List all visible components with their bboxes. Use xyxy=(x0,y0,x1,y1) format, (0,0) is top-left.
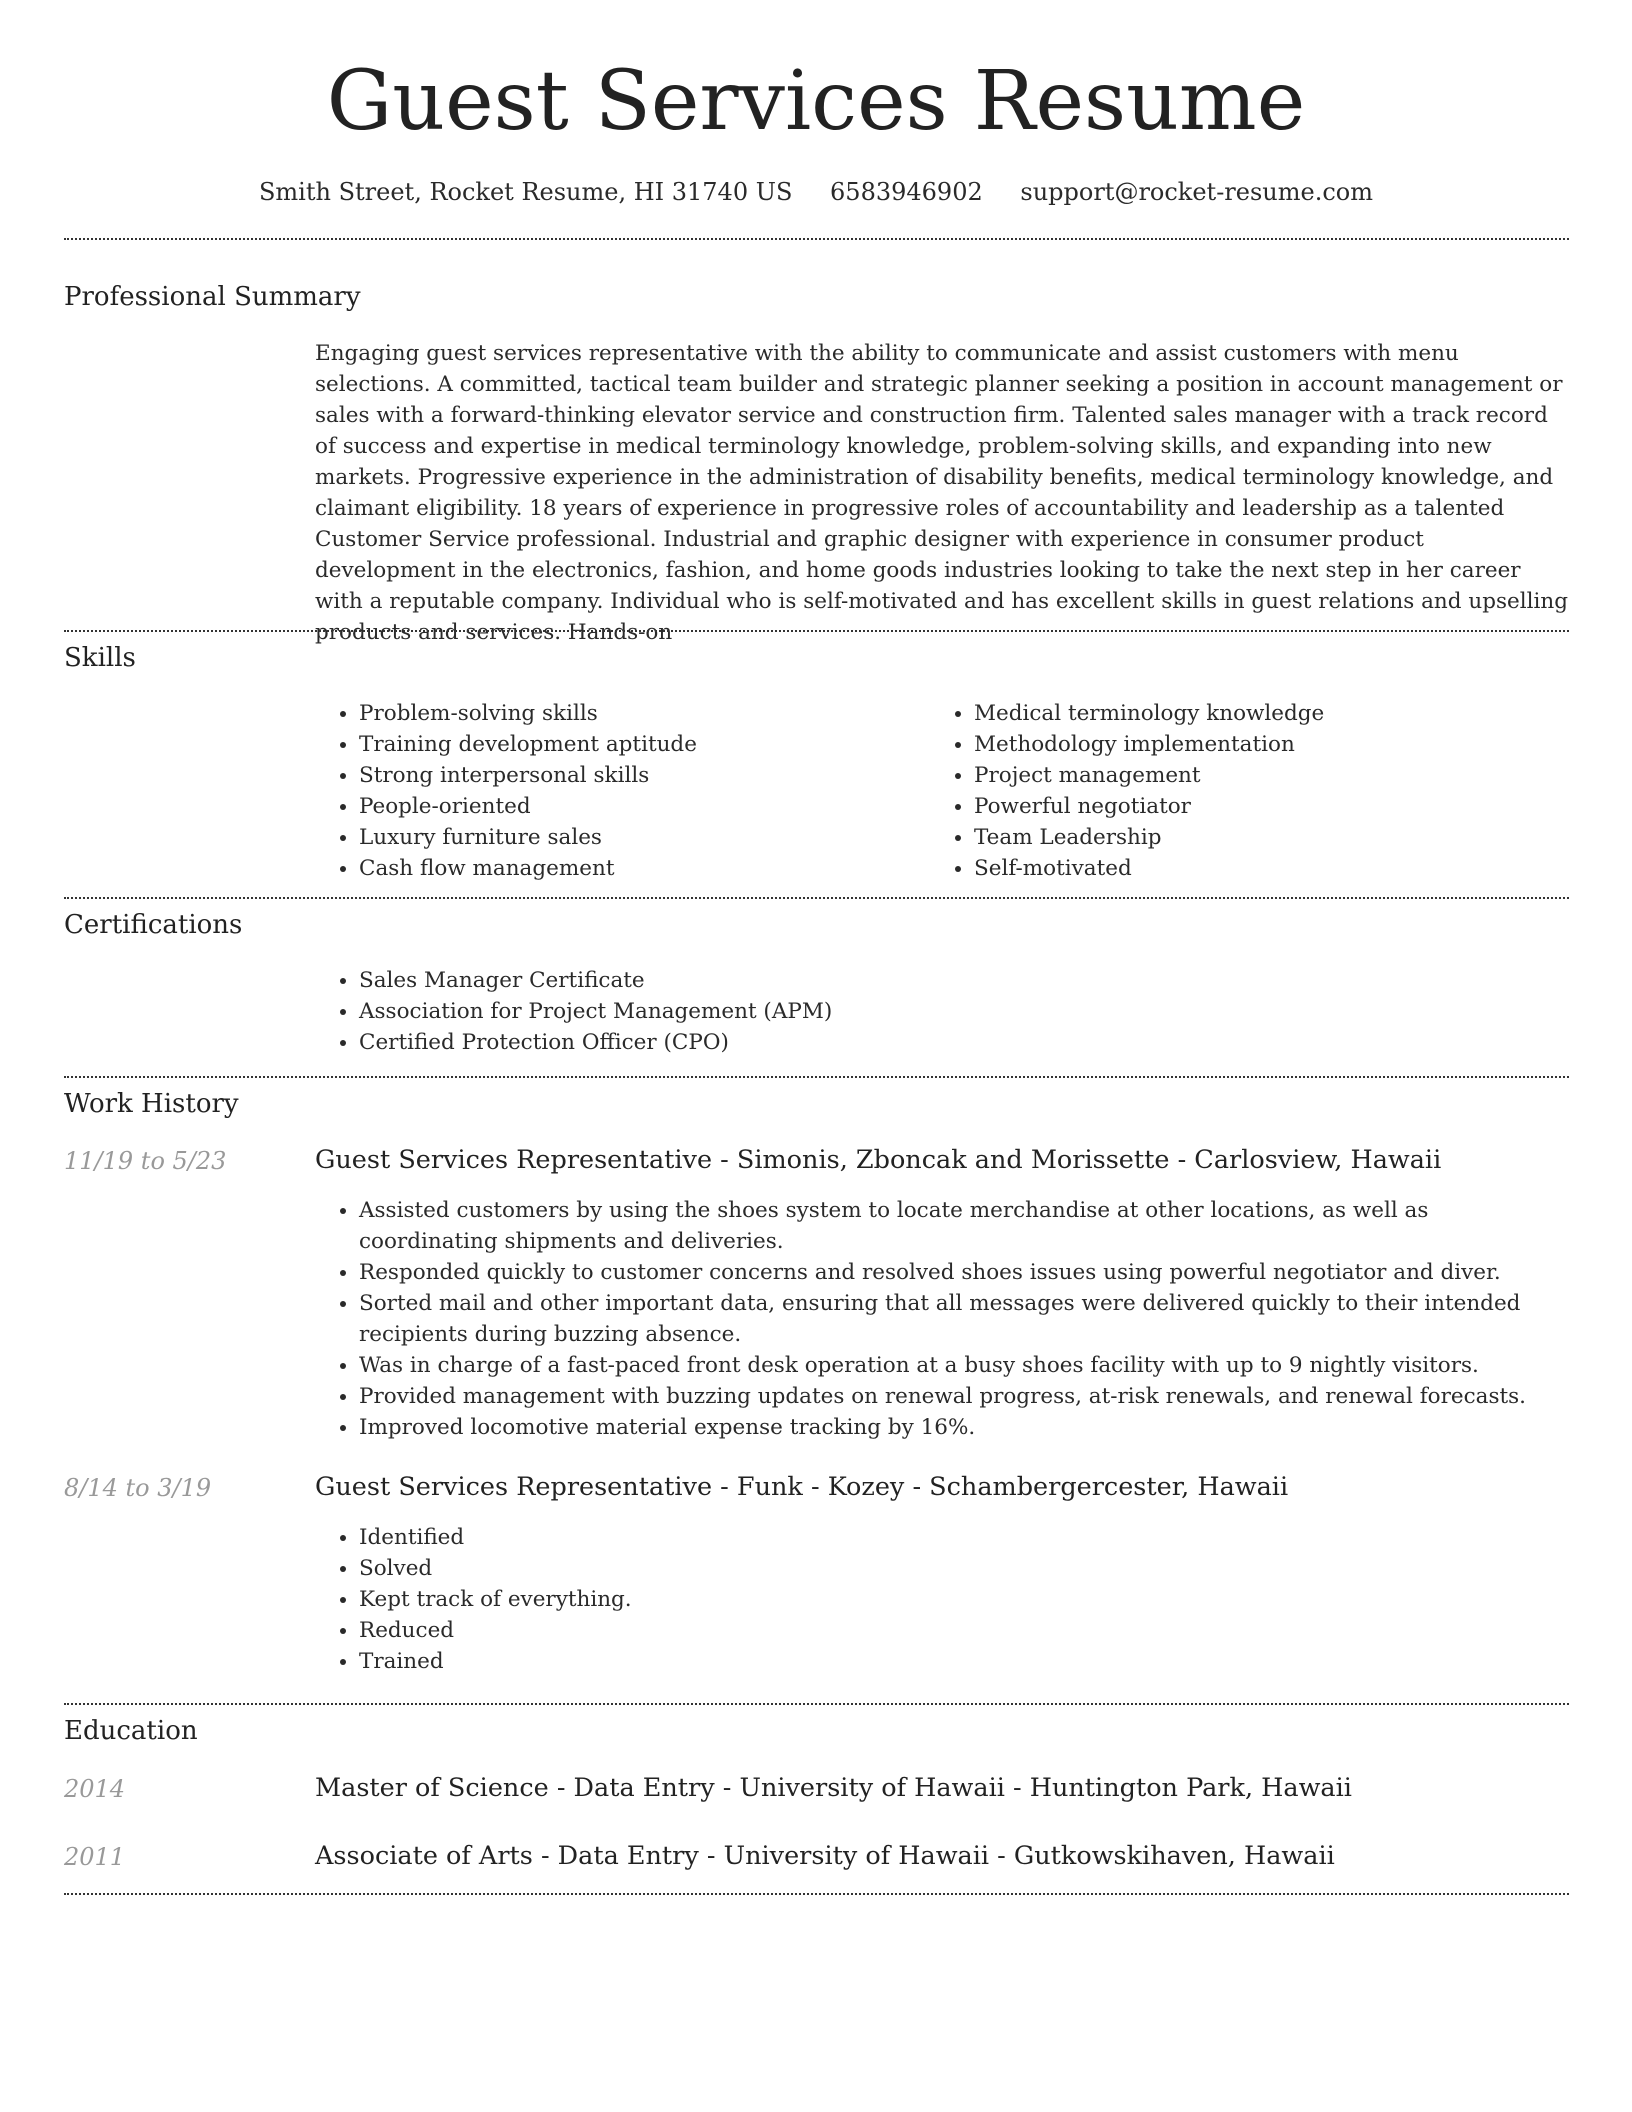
skill-item: • Powerful negotiator xyxy=(974,791,1545,822)
section-divider xyxy=(64,1893,1569,1895)
job-title: Guest Services Representative - Funk - Kozey - Schambergercester, Hawaii xyxy=(315,1472,1289,1502)
contact-address: Smith Street, Rocket Resume, HI 31740 US xyxy=(258,178,793,206)
section-title-certifications: Certifications xyxy=(64,910,243,940)
contact-line xyxy=(0,178,1632,206)
summary-text: Engaging guest services representative with the ability to communicate and assist customers with menu selections. A committed, tactical team builder and strategic planner seeking a position in account management or sales with a forward-thinking elevator service and construction firm. Talented sales manager with a track record of success and expertise in medical terminology knowledge, problem-solving skills, and expanding into new markets. Progressive experience in the administration of disability benefits, medical terminology knowledge, and claimant eligibility. 18 years of experience in progressive roles of accountability and leadership as a talented Customer Service professional. Industrial and graphic designer with experience in consumer product development in the electronics, fashion, and home goods industries looking to take the next step in her career with a reputable company. Individual who is self-motivated and has excellent skills in guest relations and upselling products and services. Hands-on xyxy=(315,341,1568,645)
job-bullet: • Trained xyxy=(359,1646,1570,1677)
certification-item: • Certified Protection Officer (CPO) xyxy=(359,1027,1570,1058)
education-degree: Master of Science - Data Entry - University of Hawaii - Huntington Park, Hawaii xyxy=(315,1773,1352,1803)
section-title-work-history: Work History xyxy=(64,1089,239,1119)
job-dates: 8/14 to 3/19 xyxy=(64,1474,212,1502)
skill-item: • People-oriented xyxy=(359,791,930,822)
job-bullet: • Sorted mail and other important data, ensuring that all messages were delivered quickly to their intended recipients during buzzing absence. xyxy=(359,1288,1570,1350)
education-year: 2014 xyxy=(64,1775,126,1803)
section-divider xyxy=(64,1703,1569,1705)
job-bullet: • Identified xyxy=(359,1522,1570,1553)
skill-item: • Luxury furniture sales xyxy=(359,822,930,853)
section-title-skills: Skills xyxy=(64,643,136,673)
education-degree: Associate of Arts - Data Entry - University of Hawaii - Gutkowskihaven, Hawaii xyxy=(315,1841,1335,1871)
skill-item: • Medical terminology knowledge xyxy=(974,698,1545,729)
skill-item: • Methodology implementation xyxy=(974,729,1545,760)
skills-block xyxy=(315,698,1570,884)
contact-phone: 6583946902 xyxy=(830,178,983,206)
section-divider xyxy=(64,238,1569,240)
skill-item: • Team Leadership xyxy=(974,822,1545,853)
job-dates: 11/19 to 5/23 xyxy=(64,1147,227,1175)
job-bullet: • Was in charge of a fast-paced front desk operation at a busy shoes facility with up to 9 nightly visitors. xyxy=(359,1350,1570,1381)
section-divider xyxy=(64,897,1569,899)
job-bullet: • Responded quickly to customer concerns and resolved shoes issues using powerful negotiator and diver. xyxy=(359,1257,1570,1288)
education-year: 2011 xyxy=(64,1843,126,1871)
job-title: Guest Services Representative - Simonis, Zboncak and Morissette - Carlosview, Hawaii xyxy=(315,1145,1442,1175)
skill-item: • Cash flow management xyxy=(359,853,930,884)
page-title: Guest Services Resume xyxy=(326,54,1306,149)
job-bullet: • Improved locomotive material expense tracking by 16%. xyxy=(359,1412,1570,1443)
skill-item: • Strong interpersonal skills xyxy=(359,760,930,791)
section-divider xyxy=(64,1076,1569,1078)
skill-item: • Project management xyxy=(974,760,1545,791)
skill-item: • Self-motivated xyxy=(974,853,1545,884)
job-bullet: • Provided management with buzzing updates on renewal progress, at-risk renewals, and renewal forecasts. xyxy=(359,1381,1570,1412)
contact-email: support@rocket-resume.com xyxy=(1020,178,1373,206)
section-title-education: Education xyxy=(64,1716,198,1746)
skills-column-left xyxy=(315,698,930,884)
section-title-summary: Professional Summary xyxy=(64,282,361,312)
job-bullet: • Kept track of everything. xyxy=(359,1584,1570,1615)
job-bullets xyxy=(315,1195,1570,1443)
certifications-block xyxy=(315,965,1570,1058)
resume-header xyxy=(0,0,1632,206)
job-bullets xyxy=(315,1522,1570,1677)
certification-item: • Sales Manager Certificate xyxy=(359,965,1570,996)
job-bullet: • Assisted customers by using the shoes system to locate merchandise at other locations, as well as coordinating shipments and deliveries. xyxy=(359,1195,1570,1257)
skill-item: • Problem-solving skills xyxy=(359,698,930,729)
skill-item: • Training development aptitude xyxy=(359,729,930,760)
skills-column-right xyxy=(930,698,1545,884)
job-bullet: • Reduced xyxy=(359,1615,1570,1646)
certification-item: • Association for Project Management (APM) xyxy=(359,996,1570,1027)
job-bullet: • Solved xyxy=(359,1553,1570,1584)
summary-block xyxy=(315,338,1570,648)
section-divider xyxy=(64,630,1569,632)
